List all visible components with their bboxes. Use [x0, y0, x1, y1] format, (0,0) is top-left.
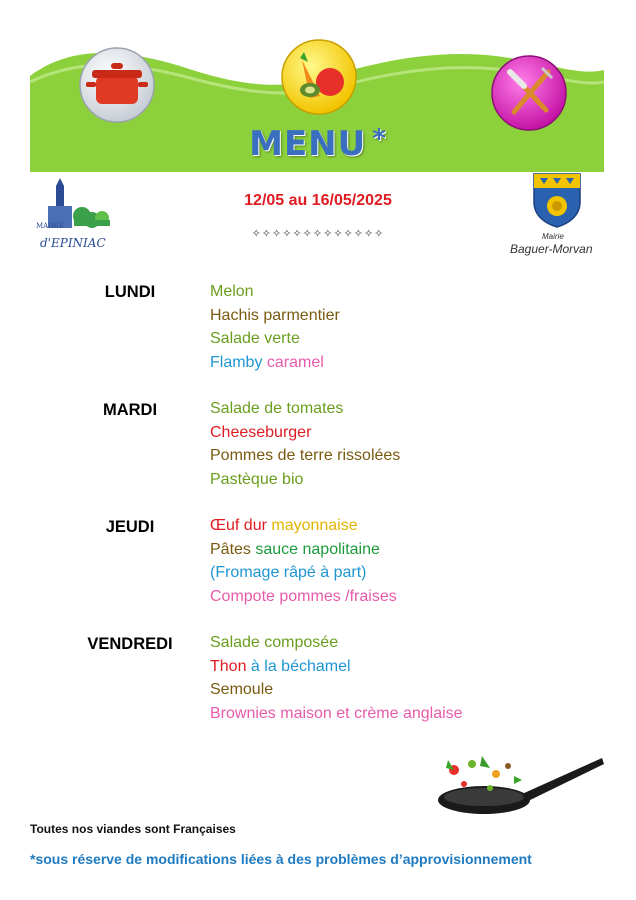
menu-item: [210, 351, 340, 375]
menu-title: [0, 124, 636, 164]
menu-item-text: Melon: [210, 283, 254, 300]
day-vendredi: VENDREDI: [87, 635, 173, 653]
day-jeudi: JEUDI: [105, 518, 155, 536]
menu-item: [210, 631, 463, 655]
day-lundi: LUNDI: [104, 283, 156, 301]
menu-item-text: Salade de tomates: [210, 400, 344, 417]
items-mardi: [210, 397, 400, 491]
menu-item: [210, 678, 463, 702]
menu-item-text: Hachis parmentier: [210, 306, 340, 324]
menu-item: [210, 280, 340, 304]
menu-dates: 12/05 au 16/05/2025: [244, 192, 392, 209]
epiniac-logo-small: MAIRIE: [36, 222, 65, 230]
menu-item-text: Pastèque bio: [210, 470, 304, 488]
menu-item-text: Thon: [210, 657, 251, 675]
menu-item: [210, 585, 397, 609]
menu-item: [210, 702, 463, 726]
menu-item-text: Salade composée: [210, 634, 339, 651]
menu-item: [210, 514, 397, 538]
items-lundi: [210, 280, 340, 374]
ornament-divider: ✧✧✧✧✧✧✧✧✧✧✧✧✧: [251, 227, 385, 240]
frying-pan-icon: [434, 748, 606, 820]
menu-item-text: Cheeseburger: [210, 423, 312, 441]
menu-item-text: Pommes de terre rissolées: [210, 447, 401, 464]
baguer-morvan-logo-name: Baguer-Morvan: [510, 242, 593, 256]
fruits-vegetables-icon: [280, 38, 358, 116]
reservation-note: *sous réserve de modifications liées à des problèmes d’approvisionnement: [30, 851, 532, 867]
cooking-pot-icon: [78, 46, 156, 124]
menu-item: [210, 421, 400, 445]
menu-item: [210, 468, 400, 492]
menu-item-text: caramel: [266, 353, 324, 371]
items-jeudi: [210, 514, 397, 608]
menu-item-text: (Fromage râpé à part): [210, 564, 367, 581]
baguer-morvan-logo-small: Mairie: [542, 232, 564, 241]
menu-item: [210, 561, 397, 585]
menu-item-text: Compote pommes /fraises: [210, 587, 397, 605]
epiniac-logo-name: d'EPINIAC: [40, 236, 106, 250]
menu-item: [210, 655, 463, 679]
day-mardi: MARDI: [102, 401, 158, 419]
menu-item-text: sauce napolitaine: [255, 540, 380, 558]
items-vendredi: [210, 631, 463, 725]
menu-item-text: Salade verte: [210, 330, 300, 347]
menu-item: [210, 538, 397, 562]
menu-item-text: Brownies maison et crème anglaise: [210, 704, 463, 722]
menu-item-text: Flamby: [210, 353, 267, 371]
menu-item-text: Œuf dur: [210, 517, 272, 534]
menu-item-text: à la béchamel: [250, 657, 351, 675]
menu-item: [210, 327, 340, 351]
menu-item-text: Semoule: [210, 681, 274, 698]
menu-item: [210, 304, 340, 328]
menu-title-star: *: [372, 124, 387, 154]
menu-item: [210, 397, 400, 421]
knife-fork-icon: [490, 54, 568, 132]
menu-title-text: MENU: [249, 124, 367, 164]
menu-item-text: Pâtes: [210, 540, 256, 558]
menu-item-text: mayonnaise: [271, 517, 358, 534]
menu-item: [210, 444, 400, 468]
meat-origin-note: Toutes nos viandes sont Françaises: [30, 822, 236, 836]
